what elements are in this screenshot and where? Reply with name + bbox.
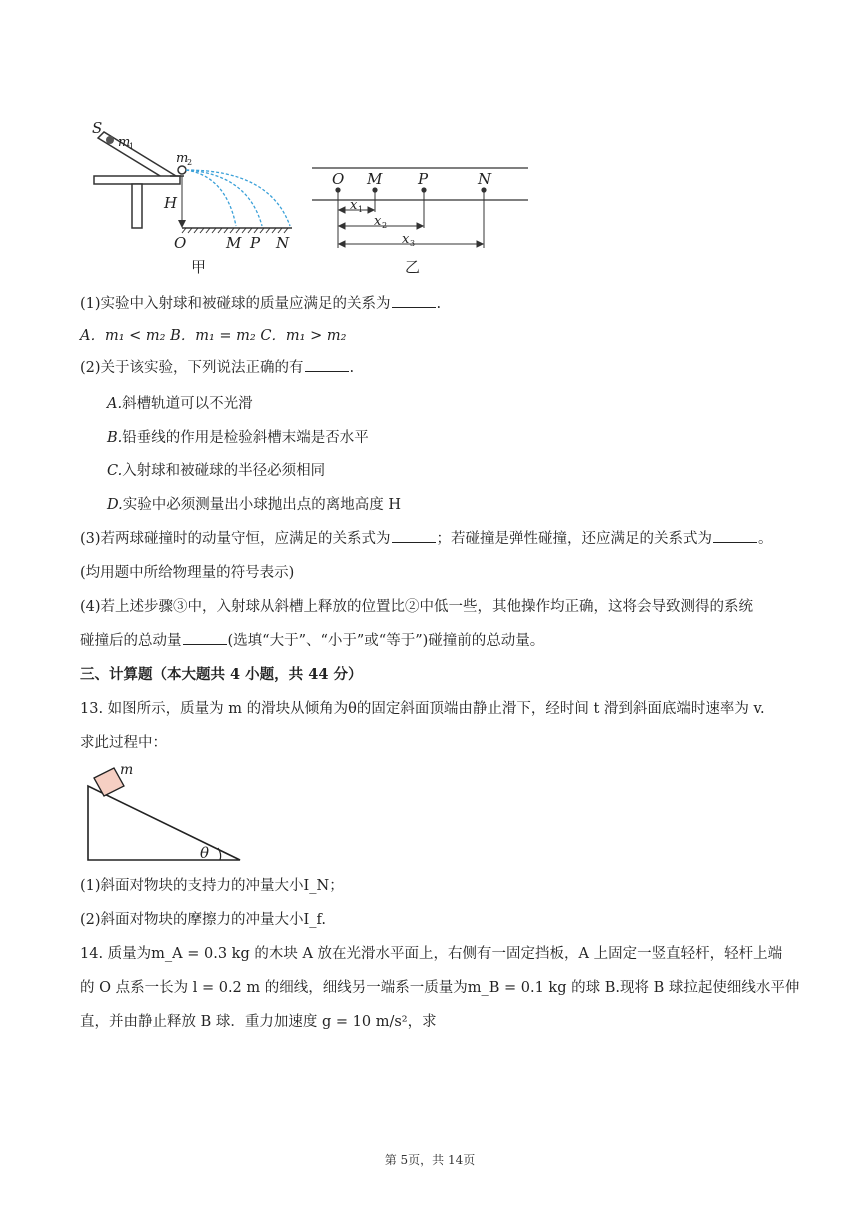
block-label-m: m xyxy=(120,762,134,778)
q12-part1-options: A．m₁ < m₂ B．m₁ = m₂ C．m₁ > m₂ xyxy=(80,328,347,344)
q12-part3: (3)若两球碰撞时的动量守恒，应满足的关系式为 ；若碰撞是弹性碰撞，还应满足的关系式为 。 xyxy=(80,528,820,550)
q12-part3-note: (均用题中所给物理量的符号表示) xyxy=(80,565,295,581)
caption-jia: 甲 xyxy=(191,258,207,276)
answer-blank[interactable] xyxy=(183,630,227,645)
q12-option-b: B.铅垂线的作用是检验斜槽末端是否水平 xyxy=(107,430,369,446)
label-x1: x xyxy=(350,198,358,213)
page-footer: 第 5页，共 14页 xyxy=(384,1153,476,1167)
label-s: S xyxy=(92,119,103,137)
q12-part4-line1: (4)若上述步骤③中，入射球从斜槽上释放的位置比②中低一些，其他操作均正确，这将会导致测得的系统 xyxy=(80,599,754,615)
q12-option-a: A.斜槽轨道可以不光滑 xyxy=(107,396,253,412)
label-h: H xyxy=(164,194,178,212)
q14-line3: 直，并由静止释放 B 球．重力加速度 g = 10 m/s²，求 xyxy=(80,1014,437,1030)
label-x3: x xyxy=(402,232,410,247)
label-m1-sub: 1 xyxy=(129,142,135,151)
figure-jia xyxy=(88,118,300,278)
q13-part2: (2)斜面对物块的摩擦力的冲量大小I_f. xyxy=(80,912,326,928)
q13-line2: 求此过程中： xyxy=(80,735,167,751)
line-m: M xyxy=(367,170,383,188)
q14-line1: 14. 质量为m_A = 0.3 kg 的木块 A 放在光滑水平面上，右侧有一固定挡板，A 上固定一竖直轻杆，轻杆上端 xyxy=(80,946,783,962)
ground-m: M xyxy=(226,234,242,252)
answer-blank[interactable] xyxy=(392,528,436,543)
answer-blank[interactable] xyxy=(392,293,436,308)
q13-line1: 13. 如图所示，质量为 m 的滑块从倾角为θ的固定斜面顶端由静止滑下，经时间 t 滑到斜面底端时速率为 v. xyxy=(80,701,765,717)
answer-blank[interactable] xyxy=(713,528,757,543)
line-o: O xyxy=(332,170,345,188)
label-m2: m xyxy=(176,151,189,166)
line-n: N xyxy=(478,170,492,188)
ground-p: P xyxy=(250,234,261,252)
label-x1-sub: 1 xyxy=(358,205,364,214)
label-m2-sub: 2 xyxy=(187,158,193,167)
label-x2-sub: 2 xyxy=(382,221,388,230)
line-p: P xyxy=(418,170,429,188)
caption-yi: 乙 xyxy=(405,258,421,276)
ground-n: N xyxy=(276,234,290,252)
section-heading: 三、计算题（本大题共 4 小题，共 44 分） xyxy=(80,666,363,683)
answer-blank[interactable] xyxy=(305,357,349,372)
q13-part1: (1)斜面对物块的支持力的冲量大小I_N； xyxy=(80,878,344,894)
label-x2: x xyxy=(374,214,382,229)
incline-figure xyxy=(82,760,248,864)
q12-part4-line2: 碰撞后的总动量 (选填“大于”、“小于”或“等于”)碰撞前的总动量。 xyxy=(80,630,820,652)
label-x3-sub: 3 xyxy=(410,239,416,248)
q14-line2: 的 O 点系一长为 l = 0.2 m 的细线，细线另一端系一质量为m_B = 0.1 kg 的球 B.现将 B 球拉起使细线水平伸 xyxy=(80,980,800,996)
figure-yi xyxy=(308,160,532,278)
q12-part2: (2)关于该实验，下列说法正确的有 . xyxy=(80,357,820,379)
label-m1: m xyxy=(118,135,131,150)
angle-label-theta: θ xyxy=(200,844,210,862)
q12-part1: (1)实验中入射球和被碰球的质量应满足的关系为 . xyxy=(80,293,820,315)
q12-option-c: C.入射球和被碰球的半径必须相同 xyxy=(107,463,326,479)
q12-option-d: D.实验中必须测量出小球抛出点的离地高度 H xyxy=(107,497,401,513)
ground-o: O xyxy=(174,234,187,252)
